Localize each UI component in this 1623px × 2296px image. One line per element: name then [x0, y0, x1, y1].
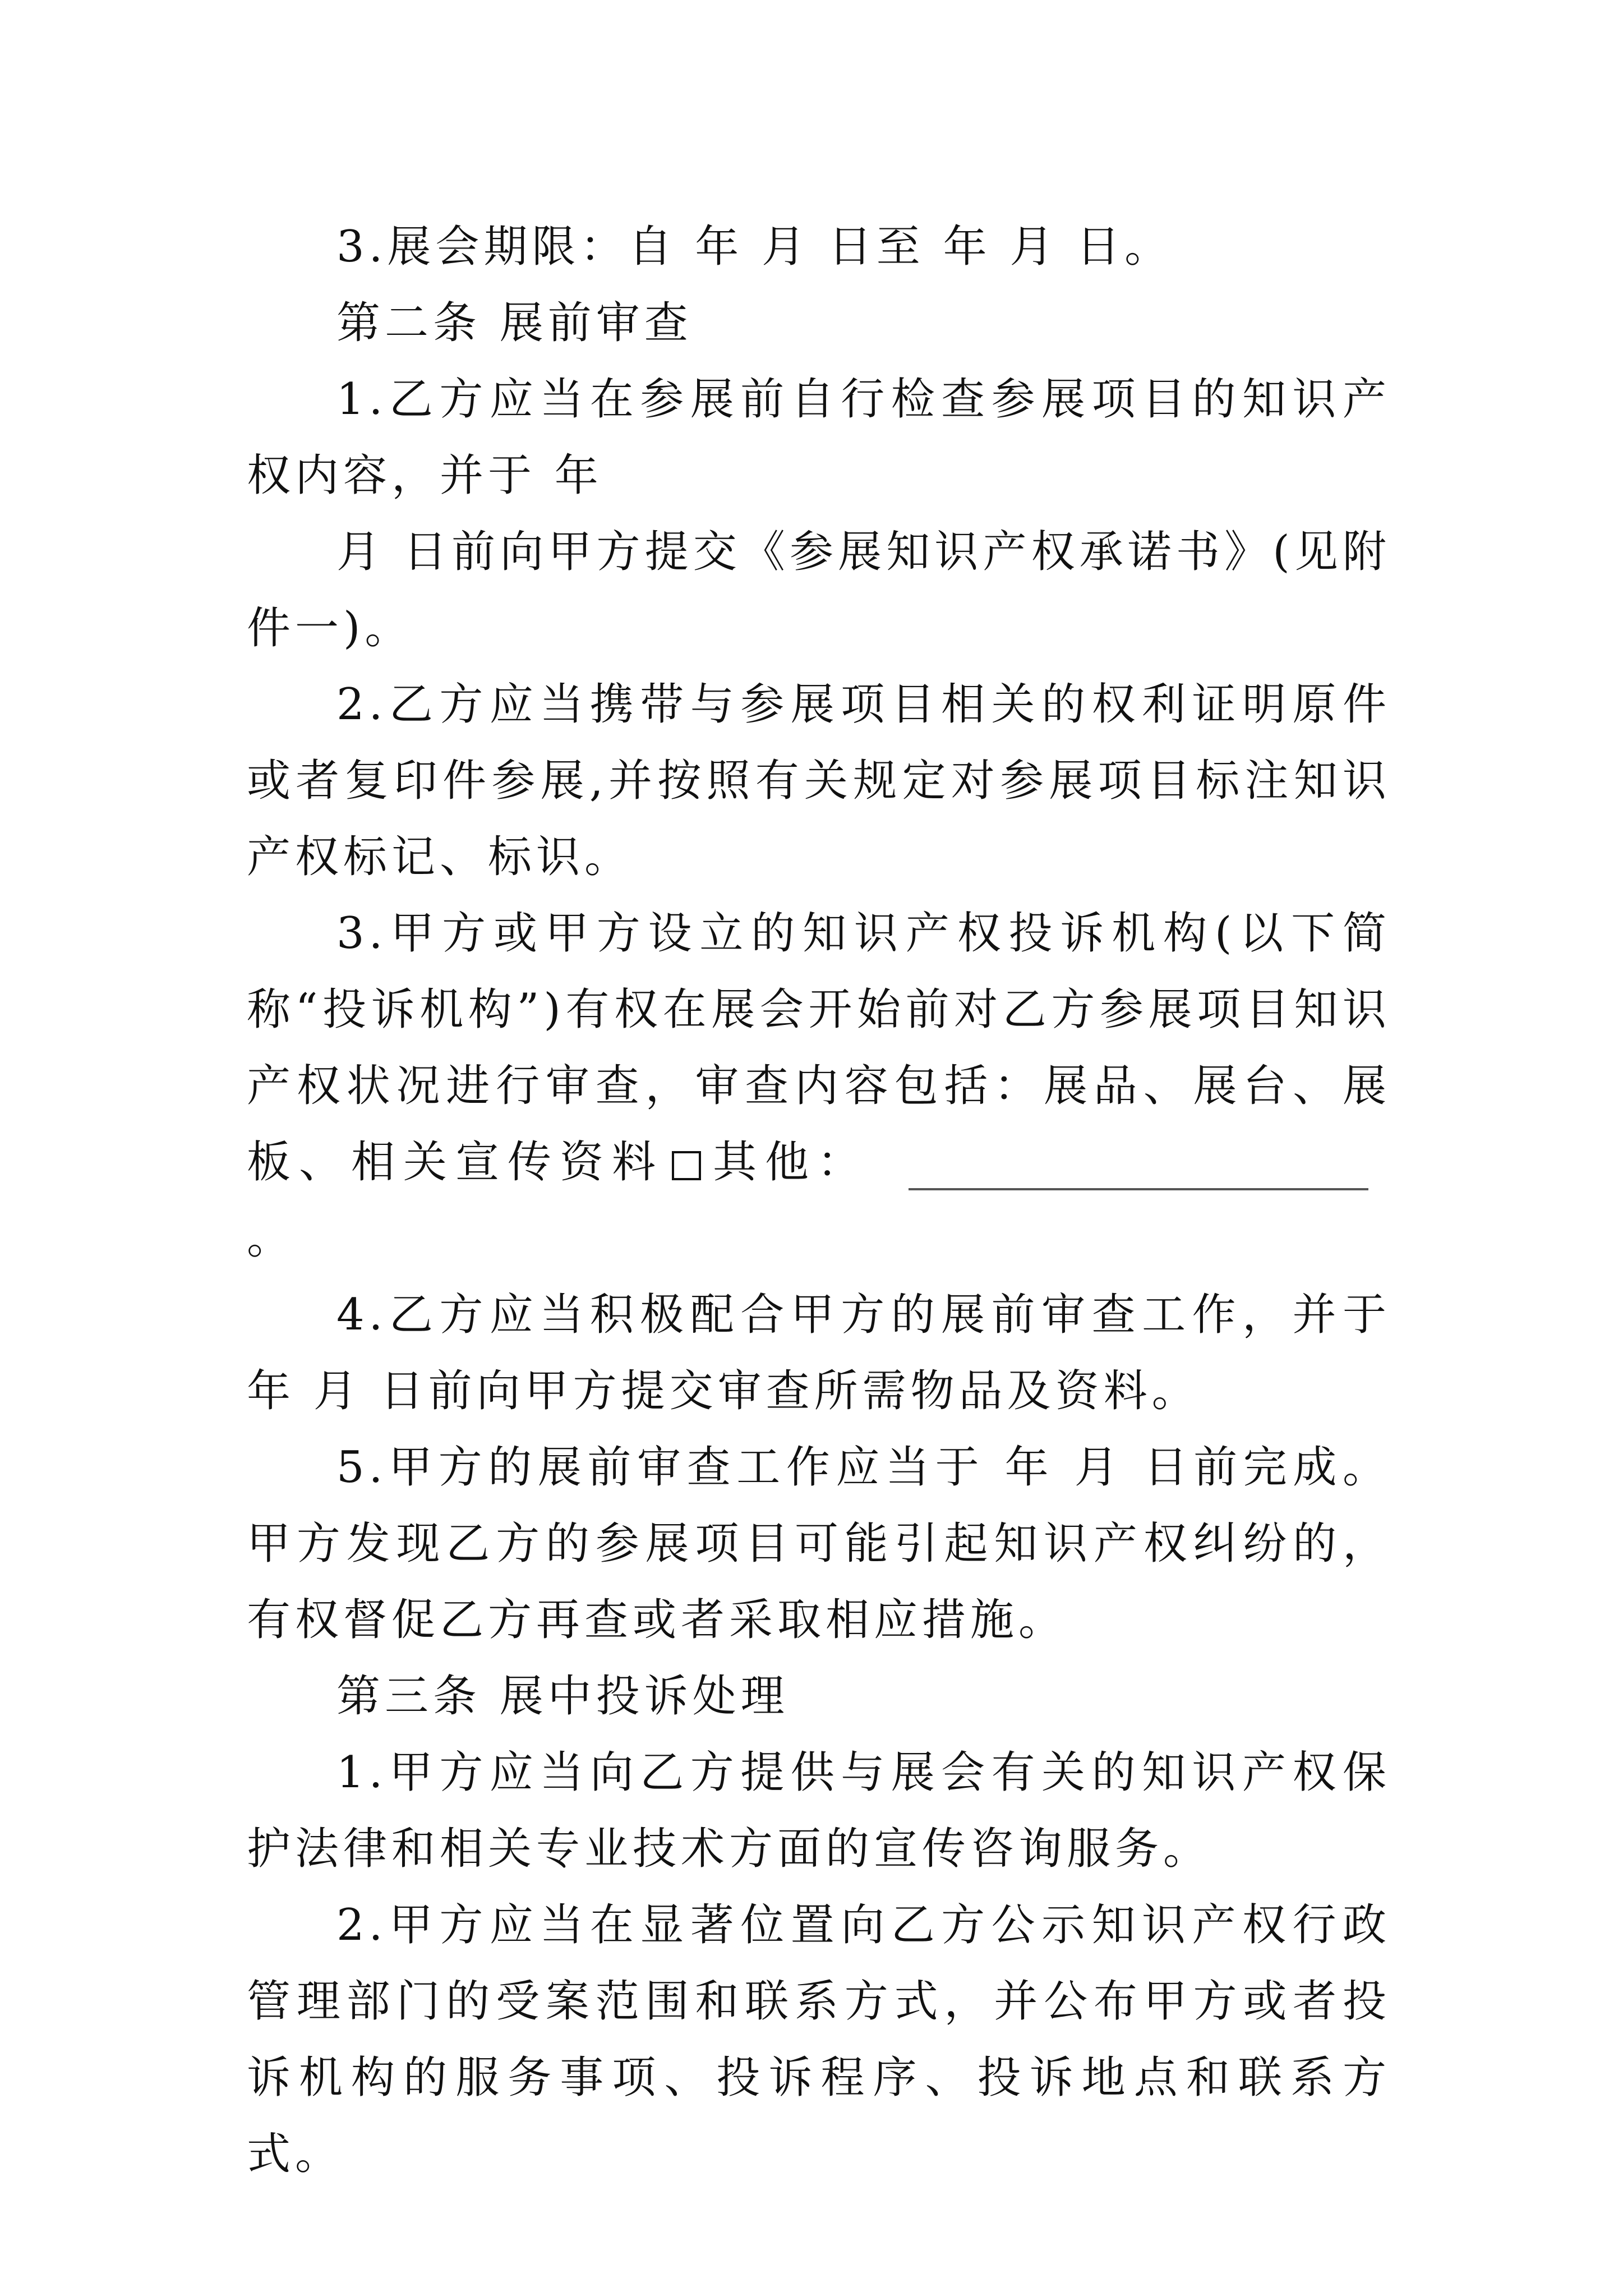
other-fill-blank[interactable] [909, 1188, 1368, 1190]
review-deadline-paragraph: 5.甲方的展前审查工作应当于 年 月 日前完成。甲方发现乙方的参展项目可能引起知识产权纠纷的，有权督促乙方再查或者采取相应措施。 [247, 1442, 1391, 1645]
other-checkbox[interactable] [672, 1151, 701, 1180]
self-check-paragraph: 1.乙方应当在参展前自行检查参展项目的知识产权内容，并于 年 [247, 374, 1391, 501]
rights-proof-paragraph: 2.乙方应当携带与参展项目相关的权利证明原件或者复印件参展,并按照有关规定对参展项目标注知识产权标记、标识。 [247, 679, 1391, 882]
self-check-paragraph-continued: 月 日前向甲方提交《参展知识产权承诺书》(见附件一)。 [247, 527, 1391, 654]
cooperate-review-paragraph: 4.乙方应当积极配合甲方的展前审查工作，并于 年 月 日前向甲方提交审查所需物品及资料。 [247, 1290, 1391, 1416]
review-scope-end: 。 [247, 1213, 296, 1264]
review-scope-paragraph [247, 895, 1391, 1277]
document-body [247, 209, 1391, 2192]
review-scope-text: 3.甲方或甲方设立的知识产权投诉机构(以下简称“投诉机构”)有权在展会开始前对乙方参展项目知识产权状况进行审查，审查内容包括：展品、展台、展板、相关宣传资料 [247, 908, 1391, 1188]
exhibition-period-paragraph: 3.展会期限：自 年 月 日至 年 月 日。 [336, 222, 1173, 272]
article-three-heading: 第三条 展中投诉处理 [336, 1671, 789, 1722]
article-two-heading: 第二条 展前审查 [336, 298, 693, 348]
consulting-service-paragraph: 1.甲方应当向乙方提供与展会有关的知识产权保护法律和相关专业技术方面的宣传咨询服务。 [247, 1747, 1391, 1874]
other-label: 其他： [708, 1137, 869, 1188]
public-notice-paragraph: 2.甲方应当在显著位置向乙方公示知识产权行政管理部门的受案范围和联系方式，并公布甲方或者投诉机构的服务事项、投诉程序、投诉地点和联系方式。 [247, 1900, 1391, 2179]
